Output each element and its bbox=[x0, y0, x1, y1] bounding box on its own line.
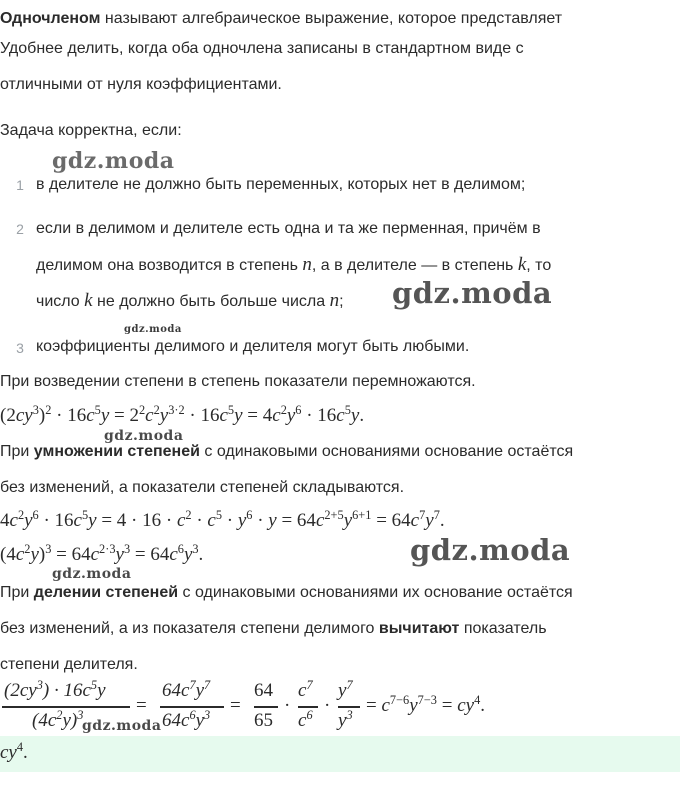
watermark: gdz.moda bbox=[82, 718, 162, 734]
mult-rule-line-1 bbox=[0, 442, 573, 462]
text: не должно быть больше числа bbox=[97, 293, 326, 310]
bold-term: делении степеней bbox=[33, 584, 179, 601]
div-rule-line-2 bbox=[0, 619, 547, 639]
text: делимом она возводится в степень bbox=[36, 257, 298, 274]
bold-term: умножении степеней bbox=[33, 443, 200, 460]
watermark: gdz.moda bbox=[104, 428, 184, 444]
power-rule: При возведении степени в степень показатели перемножаются. bbox=[0, 373, 476, 390]
fraction-5: $y^7$ $y^3$ bbox=[338, 680, 360, 736]
formula-power: $(2cy^3)^2 \cdot 16c^5y = 2^2c^2y^{3\cdot 2} \cdot 16c^5y = 4c^2y^6 \cdot 16c^5y$. bbox=[0, 403, 365, 426]
intro-line-2: Удобнее делить, когда оба одночлена записаны в стандартном виде с bbox=[0, 40, 524, 57]
div-rule-line-3: степени делителя. bbox=[0, 656, 138, 673]
text: показатель bbox=[463, 620, 547, 637]
intro-line-1 bbox=[0, 9, 562, 29]
div-rule-line-1 bbox=[0, 583, 573, 603]
watermark: gdz.moda bbox=[52, 566, 132, 582]
task-heading: Задача корректна, если: bbox=[0, 122, 182, 139]
list-number: 1 bbox=[16, 177, 24, 193]
list-item-2-line-3 bbox=[36, 291, 344, 312]
fraction-3: 64 65 bbox=[254, 680, 278, 736]
formula-mult-2: $(4c^2y)^3 = 64c^{2\cdot 3}y^3 = 64c^6y^3$. bbox=[0, 542, 204, 565]
var-k: k bbox=[84, 290, 93, 311]
list-item-1: в делителе не должно быть переменных, которых нет в делимом; bbox=[36, 176, 526, 193]
dot: · bbox=[284, 695, 291, 716]
text: , то bbox=[526, 257, 552, 274]
text: , а в делителе — в степень bbox=[311, 257, 514, 274]
formula-div-result: = $c^{7-6}y^{7-3} = cy^4$. bbox=[366, 693, 485, 716]
text: При bbox=[0, 443, 30, 460]
answer-value: $cy^4$. bbox=[0, 740, 28, 763]
text: без изменений, а из показателя степени делимого bbox=[0, 620, 375, 637]
intro-line-3: отличными от нуля коэффициентами. bbox=[0, 76, 282, 93]
watermark: gdz.moda bbox=[124, 324, 182, 335]
list-item-3: коэффициенты делимого и делителя могут быть любыми. bbox=[36, 338, 470, 355]
fraction-1: $(2cy^3) \cdot 16c^5y$ $(4c^2y)^3$ bbox=[2, 680, 130, 736]
list-number: 3 bbox=[16, 340, 24, 356]
text: с одинаковыми основаниями их основание остаётся bbox=[182, 584, 573, 601]
var-n: n bbox=[302, 254, 312, 275]
text: ; bbox=[339, 293, 344, 310]
fraction-4: $c^7$ $c^6$ bbox=[298, 680, 318, 736]
list-item-2-line-2 bbox=[36, 255, 551, 276]
list-number: 2 bbox=[16, 221, 24, 237]
bold-term: вычитают bbox=[378, 620, 460, 637]
text: При bbox=[0, 584, 30, 601]
fraction-2: $64c^7y^7$ $64c^6y^3$ bbox=[160, 680, 224, 736]
equals: = bbox=[136, 695, 147, 716]
list-item-2-line-1: если в делимом и делителе есть одна и та же перменная, причём в bbox=[36, 220, 541, 237]
var-k: k bbox=[517, 254, 527, 275]
var-n: n bbox=[329, 290, 340, 311]
dot: · bbox=[324, 695, 331, 716]
answer-box bbox=[0, 736, 680, 772]
intro-term: Одночленом bbox=[0, 10, 101, 27]
equals: = bbox=[230, 695, 241, 716]
intro-definition: называют алгебраическое выражение, которое представляет bbox=[104, 10, 563, 27]
watermark: gdz.moda bbox=[52, 148, 175, 174]
formula-mult-1: $4c^2y^6 \cdot 16c^5y = 4 \cdot 16 \cdot c^2 \cdot c^5 \cdot y^6 \cdot y = 64c^{2+5}y^{6+1} = 64c^7y^7$. bbox=[0, 508, 445, 531]
watermark: gdz.moda bbox=[410, 533, 571, 567]
watermark: gdz.moda bbox=[392, 276, 553, 310]
text: число bbox=[36, 293, 80, 310]
mult-rule-line-2: без изменений, а показатели степеней складываются. bbox=[0, 479, 405, 496]
text: с одинаковыми основаниями основание остаётся bbox=[204, 443, 574, 460]
